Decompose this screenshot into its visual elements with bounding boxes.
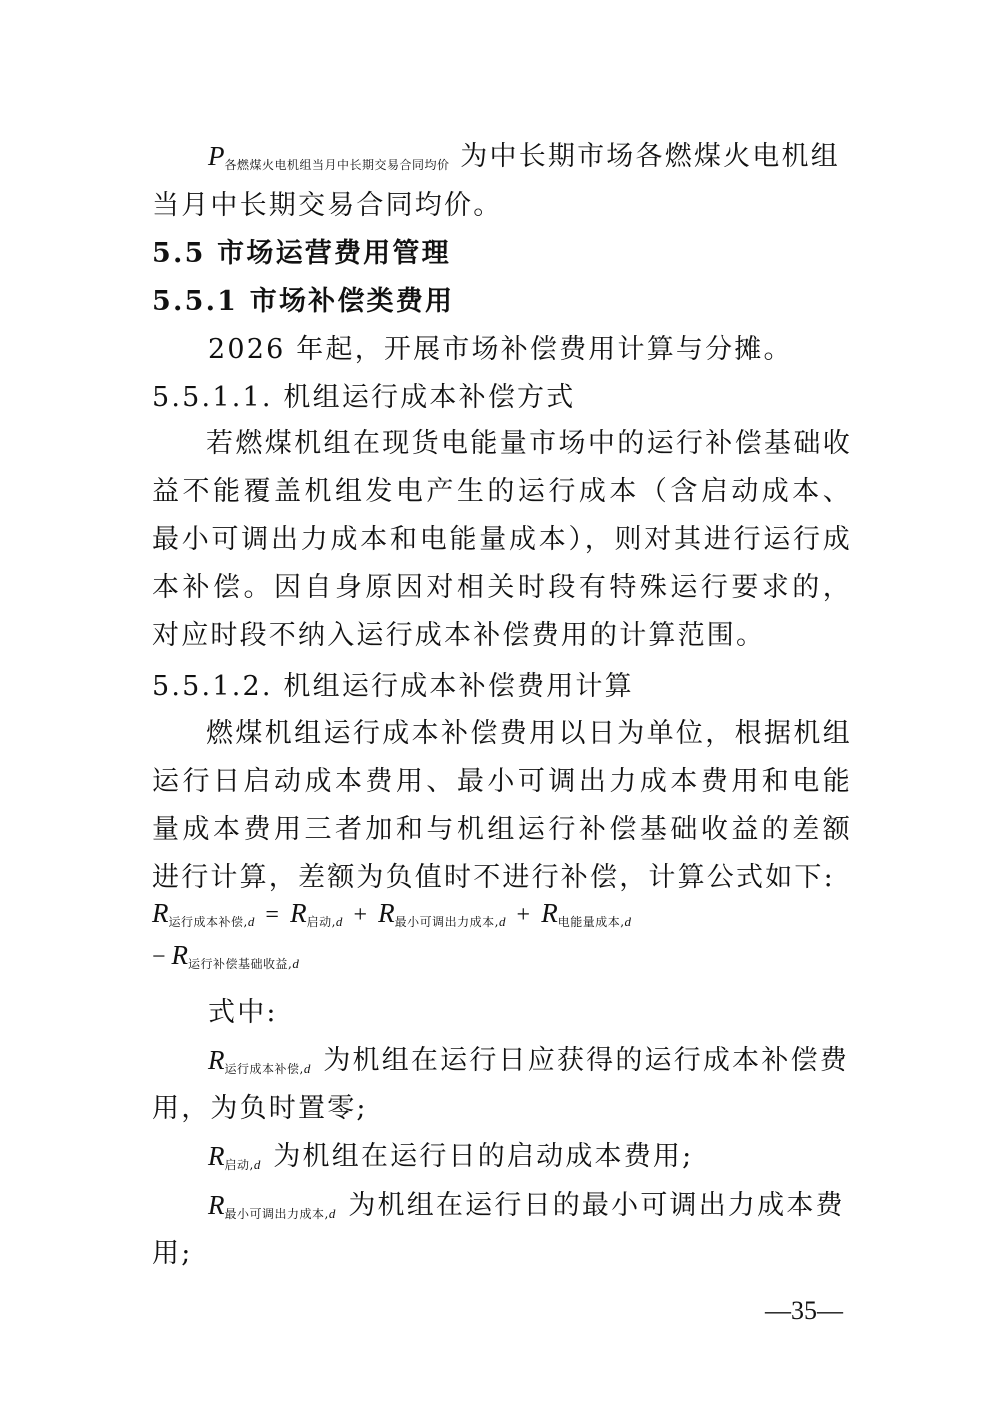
formula-d: d [624, 914, 632, 929]
def-min-text1: 为机组在运行日的最小可调出力成本费 [348, 1190, 845, 1221]
formula-line2 [152, 940, 299, 972]
formula-r-energy: R [541, 898, 558, 928]
p-definition-text: 为中长期市场各燃煤火电机组 [449, 141, 840, 172]
where-label: 式中: [208, 997, 278, 1028]
def-comp-line2: 用，为负时置零; [152, 1093, 368, 1124]
def-comp-line1 [208, 1038, 849, 1077]
def-start-text: 为机组在运行日的启动成本费用; [273, 1141, 694, 1172]
def-start-d: d [253, 1157, 263, 1172]
para-compensation-calc: 燃煤机组运行成本补偿费用以日为单位，根据机组运行日启动成本费用、最小可调出力成本费用和电能量成本费用三者加和与机组运行补偿基础收益的差额进行计算，差额为负值时不进行补偿，计算公式如下: [152, 718, 852, 893]
formula-r-base: R [171, 940, 189, 970]
p-definition-line1 [208, 134, 840, 173]
formula-plus: + [353, 902, 368, 928]
formula-sub-base: 运行补偿基础收益, [188, 957, 293, 971]
section-5-5-1-heading: 5.5.1 市场补偿类费用 [152, 286, 455, 317]
formula-r-start: R [290, 898, 307, 928]
formula-d: d [292, 956, 299, 971]
def-start-r: R [208, 1141, 225, 1171]
formula-line1 [152, 898, 631, 930]
formula-d: d [498, 914, 506, 929]
def-comp-sub: 运行成本补偿, [224, 1062, 304, 1076]
formula-minus: − [152, 944, 166, 970]
def-min-line1 [208, 1183, 845, 1222]
formula-sub-energy: 电能量成本, [557, 915, 625, 929]
def-min-r: R [208, 1190, 225, 1220]
page-number: —35— [765, 1296, 843, 1325]
p-symbol: P [208, 141, 225, 171]
formula-r-comp: R [152, 898, 169, 928]
section-5-5-1-1-heading: 5.5.1.1. 机组运行成本补偿方式 [152, 382, 576, 413]
def-comp-r: R [208, 1045, 225, 1075]
p-subscript: 各燃煤火电机组当月中长期交易合同均价 [224, 158, 450, 172]
para-compensation-mode: 若燃煤机组在现货电能量市场中的运行补偿基础收益不能覆盖机组发电产生的运行成本（含启动成本、最小可调出力成本和电能量成本），则对其进行运行成本补偿。因自身原因对相关时段有特殊运行要求的，对应时段不纳入运行成本补偿费用的计算范围。 [152, 428, 852, 651]
formula-sub-start: 启动, [306, 915, 336, 929]
formula-r-min: R [378, 898, 395, 928]
section-5-5-1-2-heading: 5.5.1.2. 机组运行成本补偿费用计算 [152, 671, 634, 702]
p-definition-line2: 当月中长期交易合同均价。 [152, 190, 503, 221]
section-5-5-heading: 5.5 市场运营费用管理 [152, 238, 451, 269]
formula-plus: + [516, 902, 531, 928]
formula-sub-min: 最小可调出力成本, [394, 915, 499, 929]
def-min-sub: 最小可调出力成本, [224, 1207, 329, 1221]
formula-d: d [335, 914, 343, 929]
def-min-line2: 用; [152, 1238, 193, 1269]
def-comp-text1: 为机组在运行日应获得的运行成本补偿费 [323, 1045, 849, 1076]
def-comp-d: d [303, 1061, 313, 1076]
def-start-sub: 启动, [224, 1158, 254, 1172]
formula-equals: = [265, 902, 279, 928]
formula-d: d [247, 914, 255, 929]
def-min-d: d [328, 1206, 338, 1221]
formula-sub-comp: 运行成本补偿, [168, 915, 248, 929]
def-start-line [208, 1134, 693, 1173]
para-2026: 2026 年起，开展市场补偿费用计算与分摊。 [208, 334, 793, 365]
